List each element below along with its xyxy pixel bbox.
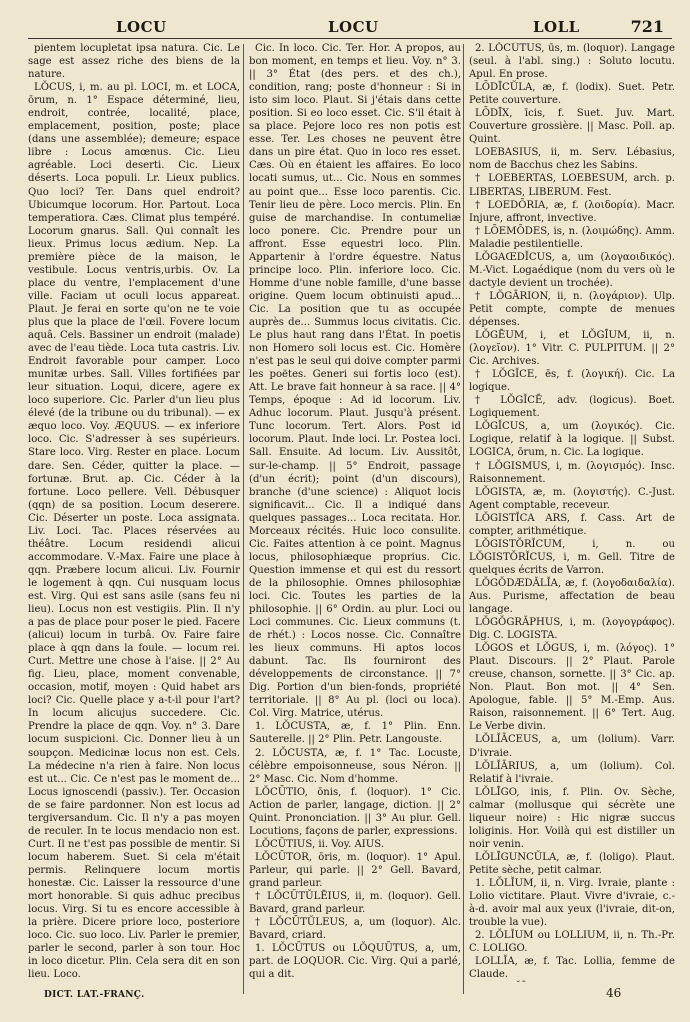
dictionary-entry: LŎGĒUM, i, et LŎGĪUM, ii, n. (λογεῖον). 1° Vitr. C. PULPITUM. || 2° Cic. Archives. [469,330,675,368]
column-separator [243,44,244,994]
dictionary-entry: pientem locupletat ipsa natura. Cic. Le sage est assez riche des biens de la nature. [28,43,240,81]
dictionary-entry: † LOEDŌRIA, æ, f. (λοιδορία). Macr. Injure, affront, invective. [469,199,675,224]
dictionary-entry: LŎLĪGO, inis, f. Plin. Ov. Sèche, calmar (mollusque qui sécrète une liqueur noire) : Hic nigræ succus loliginis. Hor. Voilà qui est distiller un noir venin. [469,786,675,850]
header-left-guideword: LOCU [116,18,167,36]
dictionary-entry: † LŎGĬCĒ, adv. (logicus). Boet. Logiquement. [469,395,675,420]
dictionary-entry: 2. LŎCUSTA, æ, f. 1° Tac. Locuste, célèbre empoisonneuse, sous Néron. || 2° Masc. Cic. Nom d'homme. [249,747,461,785]
dictionary-entry: † LŎCŪTŬLEUS, a, um (loquor). Alc. Bavard, criard. [249,917,461,942]
dictionary-entry: LŎGISTĬCA ARS, f. Cass. Art de compter, arithmétique. [469,512,675,537]
column-3 [469,42,675,982]
header-center-guideword: LOCU [328,18,379,36]
dictionary-entry: LŎGĬCUS, a, um (λογικός). Cic. Logique, relatif à la logique. || Subst. LOGICA, ōrum, n. Cic. La logique. [469,421,675,459]
page-number: 721 [630,17,664,36]
dictionary-entry: LŎCŪTOR, ōris, m. (loquor). 1° Apul. Parleur, qui parle. || 2° Gell. Bavard, grand parleur. [249,851,461,889]
dictionary-entry: 1. LŎCŪTUS ou LŎQUŪTUS, a, um, part. de LOQUOR. Cic. Virg. Qui a parlé, qui a dit. [249,943,461,981]
dictionary-entry: † LOEBERTAS, LOEBESUM, arch. p. LIBERTAS, LIBERUM. Fest. [469,173,675,198]
footer-title: DICT. LAT.-FRANÇ. [44,990,145,1000]
dictionary-entry: LŎCŪTIO, ōnis, f. (loquor). 1° Cic. Action de parler, langage, diction. || 2° Quint. Prononciation. || 3° Au plur. Gell. Locutions, façons de parler, expressions. [249,786,461,837]
dictionary-entry: LŎLĪGUNCŬLA, æ, f. (loligo). Plaut. Petite sèche, petit calmar. [469,851,675,876]
dictionary-entry: † LŎGĬCE, ēs, f. (λογική). Cic. La logique. [469,369,675,394]
dictionary-entry: LŎGAŒDĬCUS, a, um (λογαοιδικός). M.-Vict. Logaédique (nom du vers où le dactyle devient un trochée). [469,251,675,289]
header-rule [28,38,672,39]
dictionary-entry: 2. LŎCŪTUS, ūs, m. (loquor). Langage (seul. à l'abl. sing.) : Soluto locutu. Apul. En prose. [469,43,675,81]
signature-mark: 46 [606,986,622,1000]
dictionary-entry [469,981,675,982]
header-right-guideword: LOLL [533,18,580,36]
dictionary-entry: LŎGISTŎRĬCUM, i, n. ou LŎGISTŎRĬCUS, i, m. Gell. Titre de quelques écrits de Varron. [469,538,675,576]
dictionary-entry: LŎGOS et LŎGUS, i, m. (λόγος). 1° Plaut. Discours. || 2° Plaut. Parole creuse, chanson, sornette. || 3° Cic. ap. Non. Plaut. Bon mot. || 4° Sen. Apologue, fable. || 5° M.-Emp. Aus. Raison, raisonnement. || 6° Tert. Aug. Le Verbe divin. [469,643,675,733]
dictionary-entry: LŎCŪTIUS, ii. Voy. AIUS. [255,838,385,850]
dictionary-entry: LŎGŎDÆDĂLĬA, æ, f. (λογοδαιδαλία). Aus. Purisme, affectation de beau langage. [469,577,675,616]
dictionary-entry: 1. LŎLĬUM, ii, n. Virg. Ivraie, plante : Lolio victitare. Plaut. Vivre d'ivraie, c.-à-d. avoir mal aux yeux (l'ivraie, dit-on, trouble la vue). [469,878,675,929]
dictionary-entry: † LŎCŪTŬLĒIUS, ii, m. (loquor). Gell. Bavard, grand parleur. [249,891,461,916]
dictionary-entry: † LŎGĀRION, ii, n. (λογάριον). Ulp. Petit compte, compte de menues dépenses. [469,290,675,328]
dictionary-entry: † LŎGISMUS, i, m. (λογισμός). Insc. Raisonnement. [469,460,675,485]
dictionary-entry: † LŌEMŌDES, is, n. (λοιμώδης). Amm. Maladie pestilentielle. [469,225,675,250]
dictionary-entry: LOEBASIUS, ii, m. Serv. Lébasius, nom de Bacchus chez les Sabins. [469,147,675,172]
dictionary-entry: LŎLĬĀRIUS, a, um (lolium). Col. Relatif à l'ivraie. [469,760,675,785]
dictionary-entry: LOLLĬA, æ, f. Tac. Lollia, femme de Claude. [469,956,675,981]
column-separator [463,44,464,994]
dictionary-entry: LŎLĬĀCEUS, a, um (lolium). Varr. D'ivraie. [469,734,675,759]
dictionary-entry: LŎGŎGRĂPHUS, i, m. (λογογράφος). Dig. C. LOGISTA. [469,617,675,642]
dictionary-entry: Cic. In loco. Cic. Ter. Hor. A propos, au bon moment, en temps et lieu. Voy. n° 3. || 3° État (des pers. et des ch.), condition, rang; poste d'honneur : Si in isto sim loco. Plaut. Si j'étais dans cette position. Si eo loco esset. Cic. S'il était à sa place. Pejore loco res non potis est esse. Ter. Les choses ne peuvent être dans un pire état. Quo in loco res esset. Cæs. Où en étaient les affaires. Eo loco locati sumus, ut... Cic. Nous en sommes au point que... Esse loco parentis. Cic. Tenir lieu de père. Loco mercis. Plin. En guise de marchandise. In contumeliæ loco ponere. Cic. Prendre pour un affront. Esse equestri loco. Plin. Appartenir à l'ordre équestre. Natus principe loco. Plin. inferiore loco. Cic. Homme d'une noble famille, d'une basse origine. Quem locum obtinuisti apud... Cic. La position que tu as occupée auprès de... Summus locus civitatis. Cic. Le plus haut rang dans l'État. In poetis non Homero soli locus est. Cic. Homère n'est pas le seul qui doive compter parmi les poëtes. Generi sui fortis loco (est). Att. Le brave fait honneur à sa race. || 4° Temps, époque : Ad id locorum. Liv. Adhuc locorum. Plaut. Jusqu'à présent. Tunc locorum. Tert. Alors. Post id locorum. Plaut. Inde loci. Lr. Postea loci. Sall. Ensuite. Ad locum. Liv. Aussitôt, sur-le-champ. || 5° Endroit, passage (d'un écrit); point (d'un discours), branche (d'une science) : Aliquot locis significavit... Cic. Il a indiqué dans quelques passages... Loca recitata. Hor. Morceaux récités. Huic loco consulite. Cic. Faites attention à ce point. Magnus locus, philosophiæque proprius. Cic. Question immense et qui est du ressort de la philosophie. Omnes philosophiæ loci. Cic. Toutes les parties de la philosophie. || 6° Ordin. au plur. Loci ou Loci communes. Cic. Lieux communs (t. de rhét.) : Locos nosse. Cic. Connaître les lieux communs. Hi aptos locos dabunt. Tac. Ils fourniront des développements de circonstance. || 7° Dig. Portion d'un bien-fonds, propriété territoriale. || 8° Au pl. (loci ou loca). Col. Virg. Matrice, utérus. [249,43,461,720]
column-2 [249,42,461,982]
dictionary-entry: LŌDĪCŬLA, æ, f. (lodix). Suet. Petr. Petite couverture. [469,82,675,107]
dictionary-entry: LŌDĪX, īcis, f. Suet. Juv. Mart. Couverture grossière. || Masc. Poll. ap. Quint. [469,108,675,146]
dictionary-entry: 1. LŎCUSTA, æ, f. 1° Plin. Enn. Sauterelle. || 2° Plin. Petr. Langouste. [249,721,461,746]
column-1 [28,42,240,982]
dictionary-entry: LŎCUS, i, m. au pl. LOCI, m. et LOCA, ōrum, n. 1° Espace déterminé, lieu, endroit, contrée, localité, place, emplacement, position, poste; place (dans une assemblée); demeure; espace libre : Locus amœnus. Cic. Lieu agréable. Loci deserti. Cic. Lieux déserts. Loca populi. Lr. Lieux publics. Quo loci? Ter. Dans quel endroit? Ubicumque locorum. Hor. Partout. Loca temperatiora. Cæs. Climat plus tempéré. Locorum gnarus. Sall. Qui connaît les lieux. Primus locus ædium. Nep. La première pièce de la maison, le vestibule. Locus ventris,urbis. Ov. La place du ventre, l'emplacement d'une ville. Faciam ut oculi locus appareat. Plaut. Je ferai en sorte qu'on ne te voie plus que la place de l'œil. Fovere locum aquâ. Cels. Bassiner un endroit (malade) avec de l'eau tiède. Loca tuta castris. Liv. Endroit favorable pour camper. Loco munitæ urbes. Sall. Villes fortifiées par leur situation. Loqui, dicere, agere ex loco superiore. Cic. Parler d'un lieu plus élevé (de la tribune ou du tribunal). — ex æquo loco. Voy. ÆQUUS. — ex inferiore loco. Cic. S'adresser à ses supérieurs. Stare loco. Virg. Rester en place. Locum dare. Sen. Céder, quitter la place. — fortunæ. Brut. ap. Cic. Céder à la fortune. Loco pellere. Vell. Débusquer (qqn) de sa position. Locum deserere. Cic. Déserter un poste. Loca assignata. Liv. Loci. Tac. Places réservées au théâtre. Locum residendi alicui accommodare. V.-Max. Faire une place à qqn. Præbere locum alicui. Liv. Fournir le logement à qqn. Cui nusquam locus est. Virg. Qui est sans asile (sans feu ni lieu). Locus non est vestigiis. Plin. Il n'y a pas de place pour poser le pied. Facere (alicui) locum in turbâ. Ov. Faire faire place à qqn dans la foule. — locum rei. Curt. Mettre une chose à l'aise. || 2° Au fig. Lieu, place, moment convenable, occasion, motif, moyen : Quid habet ars loci? Cic. Quelle place y a-t-il pour l'art? In locum alicujus succedere. Cic. Prendre la place de qqn. Voy. n° 3. Dare locum suspicioni. Cic. Donner lieu à un soupçon. Medicinæ locus non est. Cels. La médecine n'a rien à faire. Non locus est ut... Cic. Ce n'est pas le moment de... Locus ignoscendi (passiv.). Ter. Occasion de se faire pardonner. Non est locus ad tergiversandum. Cic. Il n'y a pas moyen de reculer. In te locus mendacio non est. Curt. Il ne t'est pas possible de mentir. Si locum haberem. Suet. Si cela m'était permis. Relinquere locum mortis honestæ. Cic. Laisser la ressource d'une mort honorable. Si quis adhuc precibus locus. Virg. Si tu es encore accessible à la prière. Dicere priore loco, posteriore loco. Cic. suo loco. Liv. Parler le premier, parler le second, parler à son tour. Hoc in loco dicetur. Plin. Cela sera dit en son lieu. Loco. [28,82,240,981]
dictionary-entry: LŎGISTA, æ, m. (λογιστής). C.-Just. Agent comptable, receveur. [469,486,675,511]
dictionary-entry: 2. LŎLĬUM ou LOLLIUM, ii, n. Th.-Pr. C. LOLIGO. [469,930,675,955]
